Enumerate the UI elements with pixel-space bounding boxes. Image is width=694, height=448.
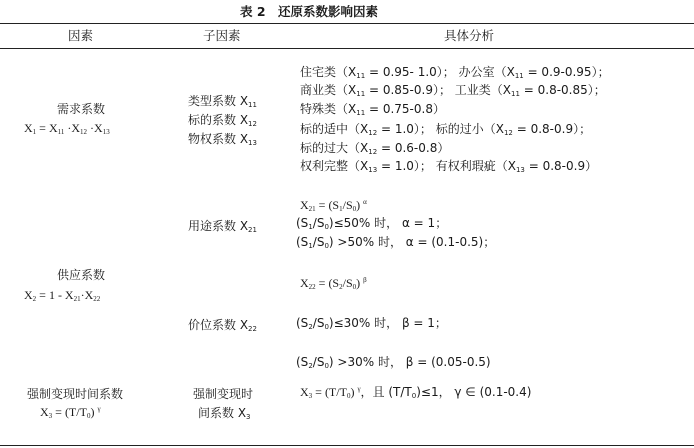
table-title: 表 2 还原系数影响因素 [240, 4, 379, 19]
supply-factor-name: 供应系数 [57, 268, 106, 282]
demand-sub-factor-property: 物权系数 $X_{13}$ [188, 132, 257, 147]
demand-analysis-line: 权利完整$(X_{13} = 1.0)$； 有权利瑕疵$(X_{13} = 0.8-0.9)$ [300, 159, 598, 174]
supply-price-condition: $(S_2/S_0)\le 30\%$ 时， β = 1； [296, 316, 447, 331]
header-sub-factor: 子因素 [203, 28, 241, 43]
supply-sub-factor-usage: 用途系数 $X_{21}$ [188, 219, 257, 234]
demand-analysis-line: 住宅类（$X_{11} = 0.95-$ 1.0）； 办公室$(X_{11} = 0.9-0.95)$； [300, 65, 610, 80]
demand-factor-formula: $X_1 = X_{11} \cdot X_{12} \cdot X_{13}$ [24, 121, 110, 136]
supply-usage-condition: $(S_1/S_0) >50\%$ 时， α = (0.1-0.5)； [296, 235, 496, 250]
demand-factor-name: 需求系数 [57, 102, 106, 116]
top-rule [0, 23, 694, 24]
time-sub-factor-line2: 间系数 $X_3$ [198, 406, 251, 421]
demand-sub-factor-type: 类型系数 $X_{11}$ [188, 94, 257, 109]
supply-price-formula: $X_{22} = (S_2/S_0)$ $^\beta$ [300, 276, 367, 291]
header-analysis: 具体分析 [444, 28, 495, 43]
time-sub-factor-line1: 强制变现时 [193, 387, 254, 401]
demand-analysis-line: 商业类$(X_{11} = 0.85-0.9)$； 工业类$(X_{11} = 0.8-0.85)$； [300, 83, 606, 98]
demand-analysis-line: 标的过大$(X_{12} = 0.6-0.8)$ [300, 141, 450, 156]
demand-sub-factor-subject: 标的系数 $X_{12}$ [188, 113, 257, 128]
supply-sub-factor-price: 价位系数 $X_{22}$ [188, 318, 257, 333]
time-factor-name: 强制变现时间系数 [27, 387, 124, 401]
time-factor-formula: $X_3 = (T/T_0)$ $^\gamma$ [40, 405, 101, 420]
header-rule [0, 48, 694, 49]
supply-usage-formula: $X_{21} = (S_1/S_0)$ $^\alpha$ [300, 198, 367, 213]
supply-factor-formula: $X_2 = 1 - X_{21}\cdot X_{22}$ [24, 288, 101, 303]
time-analysis: $X_3 = (T/T_0)$ $^\gamma$，且 $(T/T_0)\le 1$， γ ∈ (0.1-0.4) [300, 385, 532, 400]
demand-analysis-line: 标的适中$(X_{12} = 1.0)$； 标的过小$(X_{12} = 0.8-0.9)$； [300, 122, 592, 137]
header-factor: 因素 [68, 28, 94, 43]
supply-price-condition: $(S_2/S_0) >30\%$ 时， β = (0.05-0.5) [296, 355, 491, 370]
supply-usage-condition: $(S_1/S_0)\le 50\%$ 时， α = 1； [296, 216, 448, 231]
bottom-rule [0, 445, 694, 446]
demand-analysis-line: 特殊类$(X_{11} = 0.75-0.8)$ [300, 102, 445, 117]
